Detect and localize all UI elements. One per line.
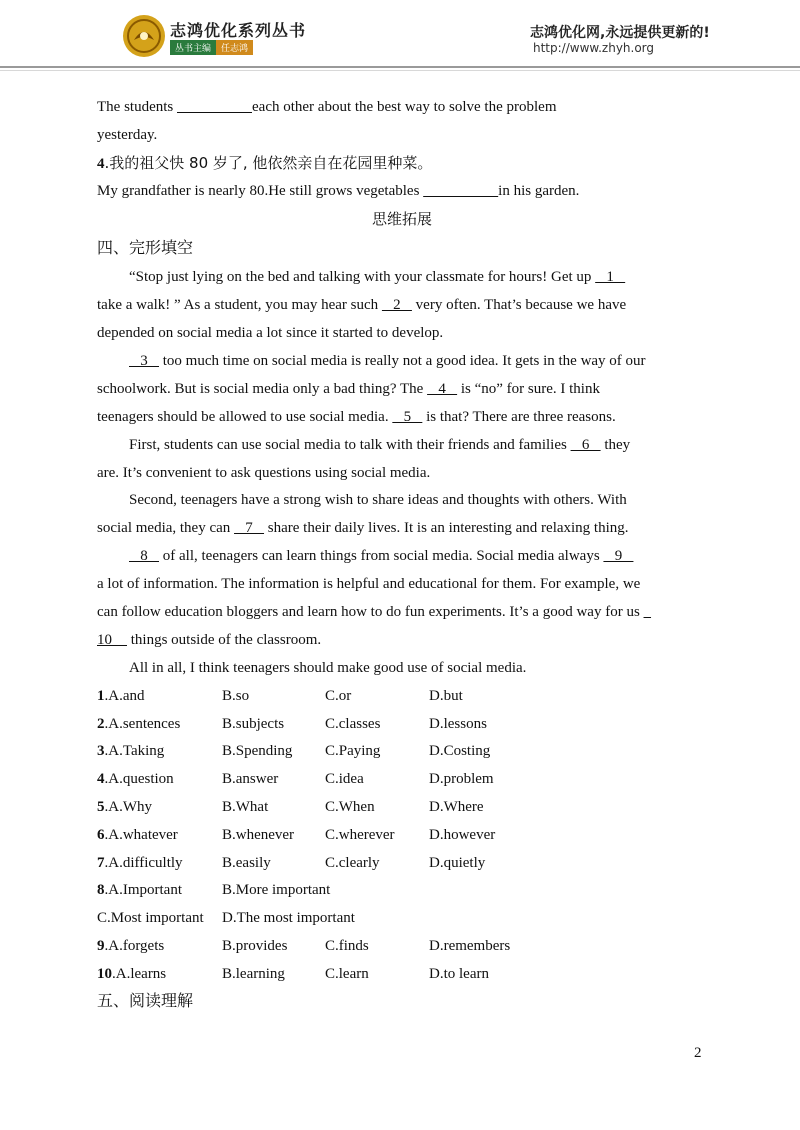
option-row xyxy=(97,768,174,790)
cloze-blank: 1 xyxy=(595,269,626,285)
header-divider xyxy=(0,66,800,68)
question-number: 7 xyxy=(97,855,105,871)
line-text: social media, they can xyxy=(97,520,235,536)
option-a: .A.forgets xyxy=(104,938,165,954)
line-text: First, students can use social media to talk with their friends and families xyxy=(129,437,571,453)
passage-line xyxy=(97,517,629,539)
passage-line xyxy=(129,350,646,372)
question-number: 6 xyxy=(97,827,105,843)
line-text: teenagers should be allowed to use social media. xyxy=(97,409,393,425)
question-number: 8 xyxy=(97,882,105,898)
line-text: take a walk! ” As a student, you may hear such xyxy=(97,297,382,313)
line-text: too much time on social media is really not a good idea. It gets in the way of our xyxy=(159,353,646,369)
option-a: .A.Why xyxy=(104,799,152,815)
text-line: yesterday. xyxy=(97,127,158,143)
option-b: B.learning xyxy=(222,966,285,982)
option-b: B.What xyxy=(222,799,269,815)
page-number: 2 xyxy=(694,1045,702,1061)
cloze-blank: 10 xyxy=(97,632,127,648)
option-b: B.Spending xyxy=(222,743,293,759)
option-a: .A.whatever xyxy=(104,827,178,843)
passage-line xyxy=(129,545,633,567)
answer-blank xyxy=(423,183,498,199)
line-text: they xyxy=(600,437,631,453)
option-c: C.classes xyxy=(325,716,381,732)
option-d: D.lessons xyxy=(429,716,487,732)
cloze-blank: 2 xyxy=(381,297,412,313)
page-header xyxy=(0,0,800,70)
cloze-blank: 8 xyxy=(129,548,159,564)
option-a: .A.Taking xyxy=(104,743,165,759)
line-text: .我的祖父快 80 岁了, 他依然亲自在花园里种菜。 xyxy=(104,154,433,172)
option-row xyxy=(97,740,164,762)
question-number: 3 xyxy=(97,743,105,759)
option-d: D.Where xyxy=(429,799,484,815)
option-b: B.answer xyxy=(222,771,279,787)
passage-line xyxy=(129,266,625,288)
option-a: .A.difficultly xyxy=(104,855,183,871)
line-text: very often. That’s because we have xyxy=(411,297,627,313)
option-c: C.or xyxy=(325,688,352,704)
option-d: D.Costing xyxy=(429,743,491,759)
cloze-blank: 9 xyxy=(603,548,634,564)
option-a: .A.sentences xyxy=(104,716,181,732)
brand-tag-editor: 丛书主编 xyxy=(170,40,216,55)
option-a: .A.question xyxy=(104,771,174,787)
cloze-heading: 四、完形填空 xyxy=(97,238,194,257)
option-a: .A.Important xyxy=(104,882,182,898)
option-d: D.to learn xyxy=(429,966,489,982)
question-number: 2 xyxy=(97,716,105,732)
option-c: C.idea xyxy=(325,771,364,787)
line-text: in his garden. xyxy=(498,183,580,199)
option-d: D.remembers xyxy=(429,938,511,954)
passage-line xyxy=(97,601,651,623)
question-number: 5 xyxy=(97,799,105,815)
option-row xyxy=(97,824,178,846)
answer-blank xyxy=(177,99,252,115)
line-text: of all, teenagers can learn things from social media. Social media always xyxy=(159,548,604,564)
cloze-blank: 4 xyxy=(427,381,458,397)
line-text: The students xyxy=(97,99,177,115)
passage-line: a lot of information. The information is helpful and educational for them. For example, we xyxy=(97,576,641,592)
line-text: share their daily lives. It is an interesting and relaxing thing. xyxy=(264,520,629,536)
question-number: 4 xyxy=(97,771,105,787)
option-b: B.provides xyxy=(222,938,288,954)
passage-line xyxy=(97,629,321,651)
option-c: C.finds xyxy=(325,938,369,954)
text-line xyxy=(97,180,579,202)
option-row xyxy=(97,935,164,957)
header-url[interactable]: http://www.zhyh.org xyxy=(533,41,655,55)
option-row xyxy=(97,796,152,818)
cloze-blank: 3 xyxy=(129,353,159,369)
text-line xyxy=(97,152,432,175)
section-title: 思维拓展 xyxy=(371,210,432,228)
question-number: 1 xyxy=(97,688,105,704)
brand-title: 志鸿优化系列丛书 xyxy=(170,21,307,40)
line-text: things outside of the classroom. xyxy=(127,632,322,648)
option-row xyxy=(97,713,180,735)
passage-line: All in all, I think teenagers should make good use of social media. xyxy=(129,660,527,676)
option-b: B.easily xyxy=(222,855,271,871)
option-d: D.quietly xyxy=(429,855,486,871)
cloze-blank: 7 xyxy=(234,520,265,536)
line-text: each other about the best way to solve the problem xyxy=(252,99,557,115)
header-slogan: 志鸿优化网,永远提供更新的! xyxy=(530,25,710,41)
option-a: .A.learns xyxy=(112,966,167,982)
reading-heading: 五、阅读理解 xyxy=(97,991,194,1010)
passage-line: Second, teenagers have a strong wish to share ideas and thoughts with others. With xyxy=(129,492,627,508)
line-text: “Stop just lying on the bed and talking with your classmate for hours! Get up xyxy=(129,269,596,285)
option-b: B.so xyxy=(222,688,250,704)
passage-line xyxy=(97,406,616,428)
line-text: is “no” for sure. I think xyxy=(457,381,600,397)
option-c: C.learn xyxy=(325,966,369,982)
option-c: C.Most important xyxy=(97,910,204,926)
passage-line xyxy=(129,434,630,456)
passage-line xyxy=(97,378,600,400)
passage-line: depended on social media a lot since it started to develop. xyxy=(97,325,444,341)
line-text: My grandfather is nearly 80.He still grows vegetables xyxy=(97,183,424,199)
option-row xyxy=(97,879,182,901)
option-b: B.subjects xyxy=(222,716,285,732)
option-a: .A.and xyxy=(104,688,145,704)
line-text: can follow education bloggers and learn how to do fun experiments. It’s a good way for us xyxy=(97,604,644,620)
option-c: C.wherever xyxy=(325,827,395,843)
option-row xyxy=(97,685,145,707)
cloze-blank xyxy=(644,604,652,620)
option-d: D.The most important xyxy=(222,910,355,926)
line-text: is that? There are three reasons. xyxy=(422,409,616,425)
brand-tag-name: 任志鸿 xyxy=(216,40,253,55)
question-number: 9 xyxy=(97,938,105,954)
passage-line: are. It’s convenient to ask questions using social media. xyxy=(97,465,431,481)
passage-line xyxy=(97,294,626,316)
option-c: C.Paying xyxy=(325,743,381,759)
text-line xyxy=(97,96,557,118)
line-text: schoolwork. But is social media only a bad thing? The xyxy=(97,381,428,397)
header-divider-thin xyxy=(0,70,800,71)
cloze-blank: 6 xyxy=(570,437,601,453)
brand-tags xyxy=(170,40,253,55)
option-c: C.When xyxy=(325,799,375,815)
option-d: D.but xyxy=(429,688,463,704)
option-d: D.however xyxy=(429,827,496,843)
option-c: C.clearly xyxy=(325,855,380,871)
question-number: 4 xyxy=(97,156,105,172)
option-row xyxy=(97,852,183,874)
logo-icon xyxy=(122,14,166,58)
option-b: B.More important xyxy=(222,882,331,898)
option-row xyxy=(97,963,166,985)
question-number: 10 xyxy=(97,966,112,982)
option-b: B.whenever xyxy=(222,827,295,843)
cloze-blank: 5 xyxy=(392,409,423,425)
option-d: D.problem xyxy=(429,771,494,787)
